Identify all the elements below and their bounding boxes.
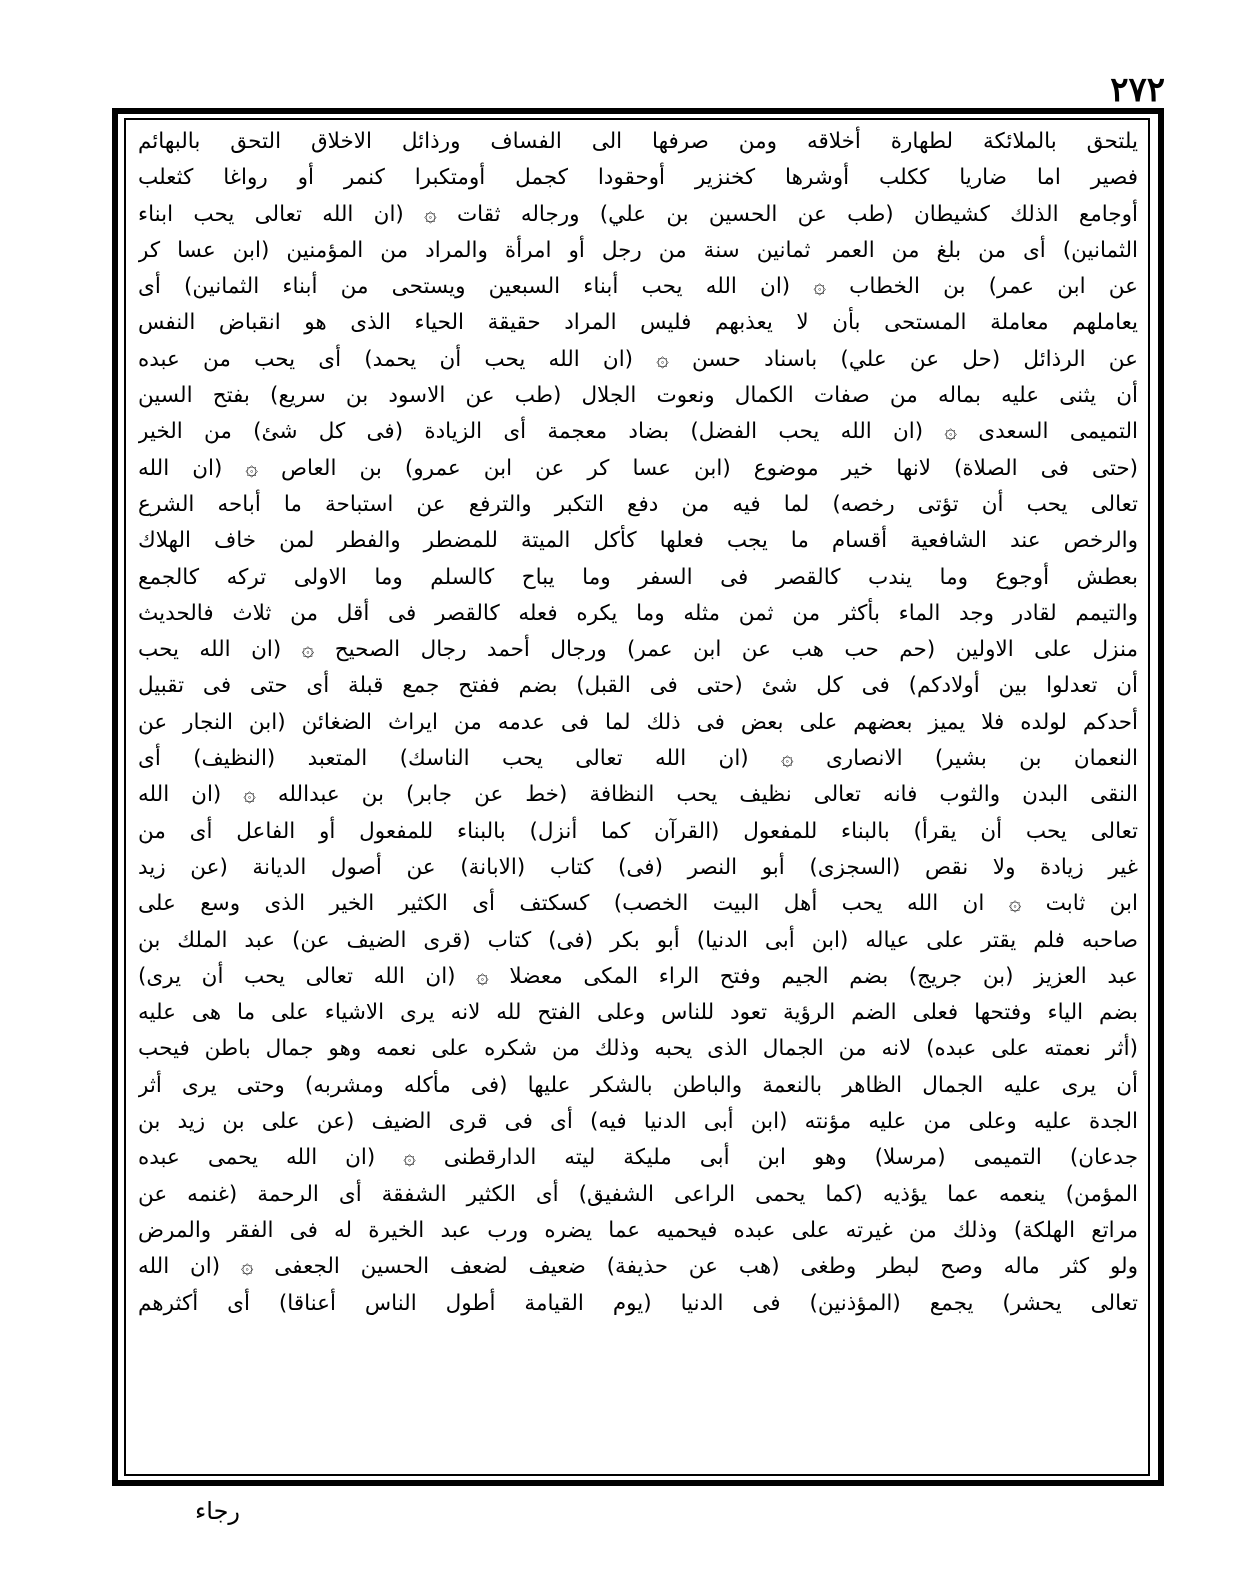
text-line: (حتى فى الصلاة) لانها خير موضوع (ابن عسا كر عن ابن عمرو) بن العاص ۞ (ان الله [138, 455, 1138, 481]
text-line: تعالى يحب أن يقرأ) بالبناء للمفعول (القرآن كما أنزل) بالبناء للمفعول أو الفاعل أى من [138, 818, 1138, 844]
body-text [138, 124, 1138, 1474]
text-line: أن يثنى عليه بماله من صفات الكمال ونعوت الجلال (طب عن الاسود بن سريع) بفتح السين [138, 383, 1138, 409]
text-line: النقى البدن والثوب فانه تعالى نظيف يحب النظافة (خط عن جابر) بن عبدالله ۞ (ان الله [138, 782, 1138, 808]
text-line: بعطش أوجوع وما يندب كالقصر فى السفر وما يباح كالسلم وما الاولى تركه كالجمع [138, 564, 1138, 590]
text-line: تعالى يحشر) يجمع (المؤذنين) فى الدنيا (يوم القيامة أطول الناس أعناقا) أى أكثرهم [138, 1290, 1138, 1316]
text-line: المؤمن) ينعمه عما يؤذيه (كما يحمى الراعى الشفيق) أى الكثير الشفقة أى الرحمة (غنمه عن [138, 1181, 1138, 1207]
text-line: أن تعدلوا بين أولادكم) فى كل شئ (حتى فى القبل) بضم ففتح جمع قبلة أى حتى فى تقبيل [138, 673, 1138, 699]
text-line: يعاملهم معاملة المستحى بأن لا يعذبهم فليس المراد حقيقة الحياء الذى هو انقباض النفس [138, 310, 1138, 336]
text-line: الجدة عليه وعلى من عليه مؤنته (ابن أبى الدنيا فيه) أى فى قرى الضيف (عن على بن زيد بن [138, 1109, 1138, 1135]
text-line: منزل على الاولين (حم حب هب عن ابن عمر) ورجال أحمد رجال الصحيح ۞ (ان الله يحب [138, 637, 1138, 663]
text-line: أوجامع الذلك كشيطان (طب عن الحسين بن علي) ورجاله ثقات ۞ (ان الله تعالى يحب ابناء [138, 201, 1138, 227]
text-line: أحدكم لولده فلا يميز بعضهم على بعض فى ذلك لما فى عدمه من ايراث الضغائن (ابن النجار عن [138, 709, 1138, 735]
text-line: النعمان بن بشير) الانصارى ۞ (ان الله تعالى يحب الناسك) المتعبد (النظيف) أى [138, 746, 1138, 772]
text-line: غير زيادة ولا نقص (السجزى) أبو النصر (فى) كتاب (الابانة) عن أصول الديانة (عن زيد [138, 854, 1138, 880]
text-line: صاحبه فلم يقتر على عياله (ابن أبى الدنيا) أبو بكر (فى) كتاب (قرى الضيف عن) عبد الملك بن [138, 927, 1138, 953]
text-line: (أثر نعمته على عبده) لانه من الجمال الذى يحبه وذلك من شكره على نعمه وهو جمال باطن فيحب [138, 1036, 1138, 1062]
text-line: عن ابن عمر) بن الخطاب ۞ (ان الله يحب أبناء السبعين ويستحى من أبناء الثمانين) أى [138, 274, 1138, 300]
text-line: فصير اما ضاريا ككلب أوشرها كخنزير أوحقودا كجمل أومتكبرا كنمر أو رواغا كثعلب [138, 165, 1138, 191]
text-line: الثمانين) أى من بلغ من العمر ثمانين سنة من رجل أو امرأة والمراد من المؤمنين (ابن عسا كر [138, 237, 1138, 263]
text-line: التميمى السعدى ۞ (ان الله يحب الفضل) بضاد معجمة أى الزيادة (فى كل شئ) من الخير [138, 419, 1138, 445]
text-line: والتيمم لقادر وجد الماء بأكثر من ثمن مثله وما يكره فعله كالقصر فى أقل من ثلاث فالحديث [138, 600, 1138, 626]
text-line: ابن ثابت ۞ ان الله يحب أهل البيت الخصب) كسكتف أى الكثير الخير الذى وسع على [138, 891, 1138, 917]
catchword: رجاء [195, 1497, 241, 1525]
text-line: أن يرى عليه الجمال الظاهر بالنعمة والباطن بالشكر عليها (فى مأكله ومشربه) وحتى يرى أثر [138, 1072, 1138, 1098]
text-line: جدعان) التميمى (مرسلا) وهو ابن أبى مليكة ليته الدارقطنى ۞ (ان الله يحمى عبده [138, 1145, 1138, 1171]
text-line: ولو كثر ماله وصح لبطر وطغى (هب عن حذيفة) ضعيف لضعف الحسين الجعفى ۞ (ان الله [138, 1254, 1138, 1280]
text-line: تعالى يحب أن تؤتى رخصه) لما فيه من دفع التكبر والترفع عن استباحة ما أباحه الشرع [138, 491, 1138, 517]
text-line: عن الرذائل (حل عن علي) باسناد حسن ۞ (ان الله يحب أن يحمد) أى يحب من عبده [138, 346, 1138, 372]
text-line: عبد العزيز (بن جريج) بضم الجيم وفتح الراء المكى معضلا ۞ (ان الله تعالى يحب أن يرى) [138, 963, 1138, 989]
text-line: يلتحق بالملائكة لطهارة أخلاقه ومن صرفها الى الفساف ورذائل الاخلاق التحق بالبهائم [138, 129, 1138, 154]
text-line: والرخص عند الشافعية أقسام ما يجب فعلها كأكل الميتة للمضطر والفطر لمن خاف الهلاك [138, 528, 1138, 554]
text-line: بضم الياء وفتحها فعلى الضم الرؤية تعود للناس وعلى الفتح لله لانه يرى الاشياء على ما هى عليه [138, 1000, 1138, 1026]
text-line: مراتع الهلكة) وذلك من غيرته على عبده فيحميه عما يضره ورب عبد الخيرة له فى الفقر والمرض [138, 1217, 1138, 1243]
page-number: ٢٧٢ [1110, 70, 1165, 110]
